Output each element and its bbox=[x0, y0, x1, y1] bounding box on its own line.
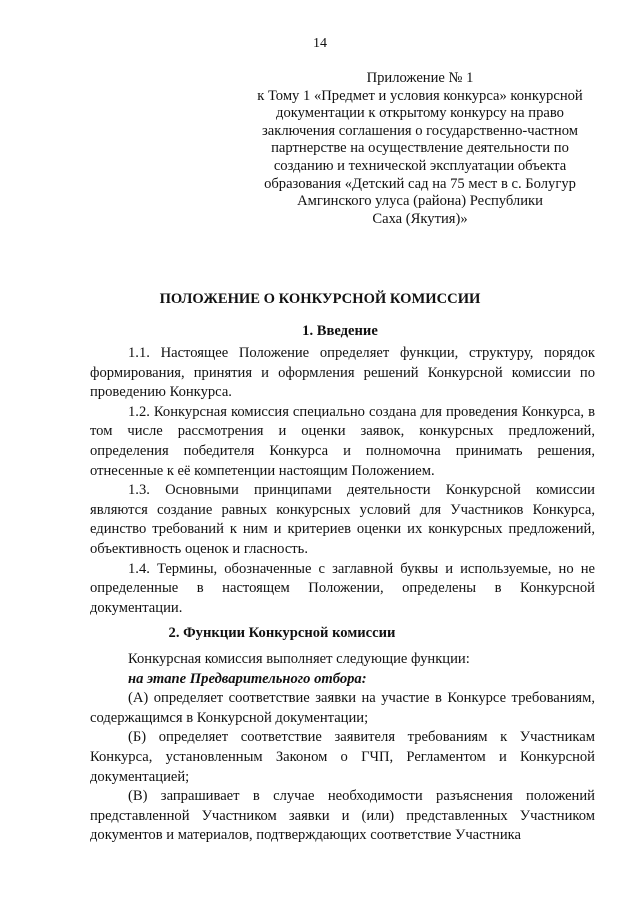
appendix-line: к Тому 1 «Предмет и условия конкурса» конкурсной bbox=[257, 87, 583, 104]
section-introduction-body bbox=[90, 344, 595, 618]
paragraph-1-4: 1.4. Термины, обозначенные с заглавной буквы и используемые, но не определенные в настоящем Положении, определены в Конкурсной документации. bbox=[90, 560, 595, 616]
stage-heading: на этапе Предварительного отбора: bbox=[128, 670, 367, 687]
functions-intro: Конкурсная комиссия выполняет следующие функции: bbox=[128, 651, 470, 667]
appendix-line: Амгинского улуса (района) Республики bbox=[297, 193, 543, 210]
appendix-line: образования «Детский сад на 75 мест в с. Болугур bbox=[264, 175, 576, 192]
section-heading-functions: 2. Функции Конкурсной комиссии bbox=[168, 625, 396, 641]
appendix-line: партнерстве на осуществление деятельности по bbox=[271, 140, 569, 157]
paragraph-1-1: 1.1. Настоящее Положение определяет функции, структуру, порядок формирования, принятия и оформления решений Конкурсной комиссии по проведению Конкурса. bbox=[90, 345, 595, 401]
appendix-line: документации к открытому конкурсу на право bbox=[276, 105, 564, 122]
page-number: 14 bbox=[313, 36, 327, 51]
function-item-a: (А) определяет соответствие заявки на участие в Конкурсе требованиям, содержащимся в Конкурсной документации; bbox=[90, 690, 595, 726]
paragraph-1-2: 1.2. Конкурсная комиссия специально создана для проведения Конкурса, в том числе рассмотрения и оценки заявок, конкурсных предложений, определения победителя Конкурса и полномочна принимать решения, отнесенные к её компетенции настоящим Положением. bbox=[90, 403, 595, 479]
appendix-line: заключения соглашения о государственно-частном bbox=[262, 122, 578, 139]
section-functions-body bbox=[90, 650, 595, 846]
appendix-line: Приложение № 1 bbox=[366, 70, 474, 86]
document-title: ПОЛОЖЕНИЕ О КОНКУРСНОЙ КОМИССИИ bbox=[159, 291, 481, 307]
appendix-line: созданию и технической эксплуатации объекта bbox=[273, 157, 567, 174]
paragraph-1-3: 1.3. Основными принципами деятельности Конкурсной комиссии являются создание равных конкурсных условий для Участников Конкурса, единство требований к ним и критериев оценки их конкурсных предложений, объективность оценок и гласность. bbox=[90, 482, 595, 557]
appendix-line: Саха (Якутия)» bbox=[372, 210, 468, 227]
appendix-note bbox=[230, 70, 610, 228]
function-item-b: (Б) определяет соответствие заявителя требованиям к Участникам Конкурса, установленным Законом о ГЧП, Регламентом и Конкурсной документацией; bbox=[90, 729, 595, 785]
function-item-c: (В) запрашивает в случае необходимости разъяснения положений представленной Участником заявки и (или) представленных Участником документов и материалов, подтверждающих соответствие Участника bbox=[90, 788, 595, 844]
section-heading-introduction: 1. Введение bbox=[302, 323, 378, 339]
